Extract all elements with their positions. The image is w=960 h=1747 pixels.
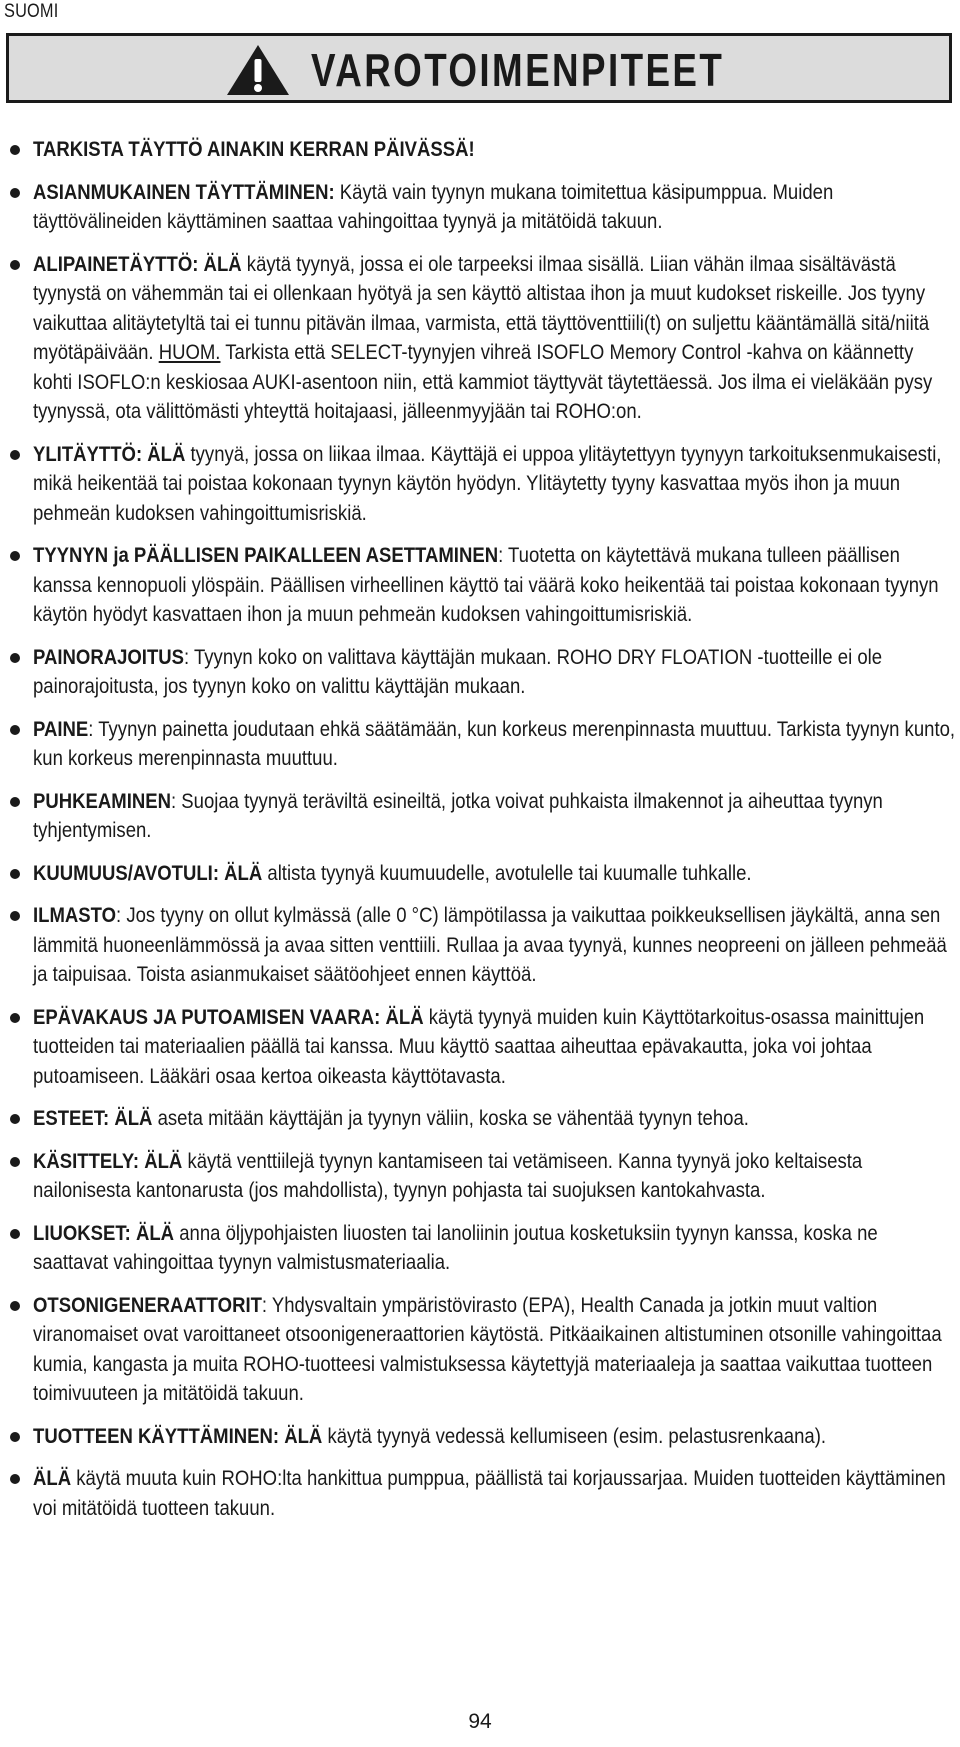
item-text: käytä muuta kuin ROHO:lta hankittua pumppua, päällistä tai korjaussarjaa. Muiden tuotteiden käyttäminen voi mitätöidä tuotteen takuun.	[33, 1466, 946, 1520]
item-heading: ÄLÄ	[33, 1466, 72, 1490]
item-heading: LIUOKSET: ÄLÄ	[33, 1220, 175, 1245]
item-text: aseta mitään käyttäjän ja tyynyn väliin, koska se vähentää tyynyn tehoa.	[152, 1106, 749, 1130]
bullet-icon	[10, 188, 20, 198]
bullet-icon	[10, 145, 20, 155]
item-text: : Tyynyn koko on valittava käyttäjän mukaan. ROHO DRY FLOATION -tuotteille ei ole painorajoitusta, jos tyynyn koko on valittu käyttäjän mukaan.	[33, 644, 883, 698]
list-item	[8, 1003, 958, 1092]
page-number: 94	[468, 1710, 492, 1733]
list-item	[8, 1422, 958, 1452]
list-item	[8, 541, 958, 630]
page-title: VAROTOIMENPITEET	[311, 44, 725, 96]
item-text: altista tyynyä kuumuudelle, avotulelle tai kuumalle tuhkalle.	[262, 860, 752, 885]
list-item	[8, 440, 958, 529]
item-heading: KÄSITTELY: ÄLÄ	[33, 1148, 183, 1173]
bullet-icon	[10, 725, 20, 735]
bullet-icon	[10, 450, 20, 460]
bullet-icon	[10, 797, 20, 807]
precautions-list	[8, 135, 958, 1536]
item-heading: ESTEET: ÄLÄ	[33, 1106, 153, 1130]
list-item	[8, 135, 958, 165]
bullet-icon	[10, 1432, 20, 1442]
item-text: anna öljypohjaisten liuosten tai lanoliinin joutua kosketuksiin tyynyn kanssa, koska ne saattavat vahingoittaa tyynyn valmistusmateriaalia.	[33, 1220, 878, 1274]
bullet-icon	[10, 260, 20, 270]
item-text: tyynyä, jossa on liikaa ilmaa. Käyttäjä ei uppoa ylitäytettyyn tyynyyn tarkoituksenmukaisesti, mikä heikentää tai poistaa kokonaan tyynyn käytön hyödyn. Ylitäytetty tyyny kasvattaa myös ihon ja muun pehmeän kudoksen vahingoittumisriskiä.	[33, 441, 942, 525]
item-text: Käytä vain tyynyn mukana toimitettua käsipumppua. Muiden täyttövälineiden käyttäminen saattaa vahingoittaa tyynyä ja mitätöidä takuun.	[33, 179, 834, 233]
item-text: : Yhdysvaltain ympäristövirasto (EPA), Health Canada ja jotkin muut valtion viranomaiset ovat varoittaneet otsoonigeneraattorien käytöstä. Pitkäaikainen altistuminen otsonille vahingoittaa kumia, kangasta ja muita ROHO-tuotteesi valmistuksessa käytettyjä materiaaleja ja saattaa vaikuttaa tuotteen toimivuuteen ja mitätöidä takuun.	[33, 1292, 942, 1405]
list-item	[8, 859, 958, 889]
bullet-icon	[10, 1013, 20, 1023]
item-text: käytä tyynyä muiden kuin Käyttötarkoitus-osassa mainittujen tuotteiden tai materiaalien päällä tai kanssa. Muu käyttö saattaa aiheuttaa epävakautta, joka voi johtaa putoamiseen. Lääkäri osaa kertoa oikeasta käyttötavasta.	[33, 1004, 925, 1088]
item-heading: PAINE	[33, 716, 89, 741]
item-heading: ILMASTO	[33, 903, 117, 927]
bullet-icon	[10, 551, 20, 561]
bullet-icon	[10, 1474, 20, 1484]
bullet-icon	[10, 869, 20, 879]
item-text: : Tuotetta on käytettävä mukana tulleen päällisen kanssa kennopuoli ylöspäin. Päällisen virheellinen käyttö tai väärä koko heikentää tai poistaa kokonaan tyynyn käytön hyödyt kasvattaen ihon ja muun pehmeän kudoksen vahingoittumisriskiä.	[33, 543, 939, 626]
item-heading: ALIPAINETÄYTTÖ: ÄLÄ	[33, 251, 242, 276]
item-heading: EPÄVAKAUS JA PUTOAMISEN VAARA: ÄLÄ	[33, 1004, 424, 1029]
item-text-continued: Tarkista että SELECT-tyynyjen vihreä ISOFLO Memory Control -kahva on käännetty kohti ISOFLO:n keskiosaa AUKI-asentoon niin, että kammiot täyttyvät täytettäessä. Jos ilma ei vieläkään pysy tyynyssä, ota välittömästi yhteyttä hoitajaasi, jälleenmyyjään tai ROHO:on.	[33, 340, 933, 423]
item-heading: PUHKEAMINEN	[33, 788, 171, 813]
item-heading: ASIANMUKAINEN TÄYTTÄMINEN:	[33, 179, 335, 204]
item-heading: TYYNYN ja PÄÄLLISEN PAIKALLEEN ASETTAMINEN	[33, 543, 499, 567]
bullet-icon	[10, 1301, 20, 1311]
item-heading: PAINORAJOITUS	[33, 644, 185, 669]
list-item	[8, 250, 958, 427]
list-item	[8, 1219, 958, 1278]
item-heading: TUOTTEEN KÄYTTÄMINEN: ÄLÄ	[33, 1423, 323, 1448]
bullet-icon	[10, 1229, 20, 1239]
list-item	[8, 715, 958, 774]
bullet-icon	[10, 1114, 20, 1124]
item-heading: KUUMUUS/AVOTULI: ÄLÄ	[33, 860, 263, 885]
warning-triangle-icon	[225, 43, 291, 97]
list-item	[8, 1147, 958, 1206]
item-text: käytä tyynyä, jossa ei ole tarpeeksi ilmaa sisällä. Liian vähän ilmaa sisältävästä tyynystä on vähemmän tai ei ollenkaan hyötyä ja sen käyttö altistaa ihon ja muut kudokset riskeille. Jos tyyny vaikuttaa alitäytetyltä tai ei tunnu pitävän ilmaa, varmista, että täyttöventtiili(t) on suljettu kääntämällä sitä/niitä myötäpäivään.	[33, 251, 930, 364]
item-text: : Jos tyyny on ollut kylmässä (alle 0 °C) lämpötilassa ja vaikuttaa poikkeuksellisen jäykältä, anna sen lämmitä huoneenlämmössä ja avaa sitten venttiili. Rullaa ja avaa tyynyä, kunnes neopreeni on jälleen pehmeää ja taipuisaa. Toista asianmukaiset säätöohjeet ennen käyttöä.	[33, 903, 947, 986]
bullet-icon	[10, 911, 20, 921]
list-item	[8, 1464, 958, 1523]
bullet-icon	[10, 1157, 20, 1167]
item-text: : Suojaa tyynyä teräviltä esineiltä, jotka voivat puhkaista ilmakennot ja aiheuttaa tyynyn tyhjentymisen.	[33, 788, 883, 842]
warning-banner	[6, 33, 952, 103]
note-label: HUOM.	[158, 340, 221, 364]
item-heading: OTSONIGENERAATTORIT	[33, 1292, 262, 1317]
list-item	[8, 178, 958, 237]
item-text: : Tyynyn painetta joudutaan ehkä säätämään, kun korkeus merenpinnasta muuttuu. Tarkista tyynyn kunto, kun korkeus merenpinnasta muuttuu.	[33, 716, 956, 770]
list-item	[8, 1104, 958, 1134]
item-heading: YLITÄYTTÖ: ÄLÄ	[33, 441, 186, 466]
list-item	[8, 901, 958, 990]
list-item	[8, 643, 958, 702]
item-text: käytä tyynyä vedessä kellumiseen (esim. pelastusrenkaana).	[322, 1423, 827, 1448]
language-label: SUOMI	[4, 1, 59, 22]
bullet-icon	[10, 653, 20, 663]
list-item	[8, 1291, 958, 1409]
item-text: käytä venttiilejä tyynyn kantamiseen tai vetämiseen. Kanna tyynyä joko keltaisesta nailonisesta kantonarusta (jos mahdollista), tyynyn pohjasta tai suojuksen kantokahvasta.	[33, 1148, 863, 1202]
list-item	[8, 787, 958, 846]
item-heading: TARKISTA TÄYTTÖ AINAKIN KERRAN PÄIVÄSSÄ!	[33, 137, 475, 161]
